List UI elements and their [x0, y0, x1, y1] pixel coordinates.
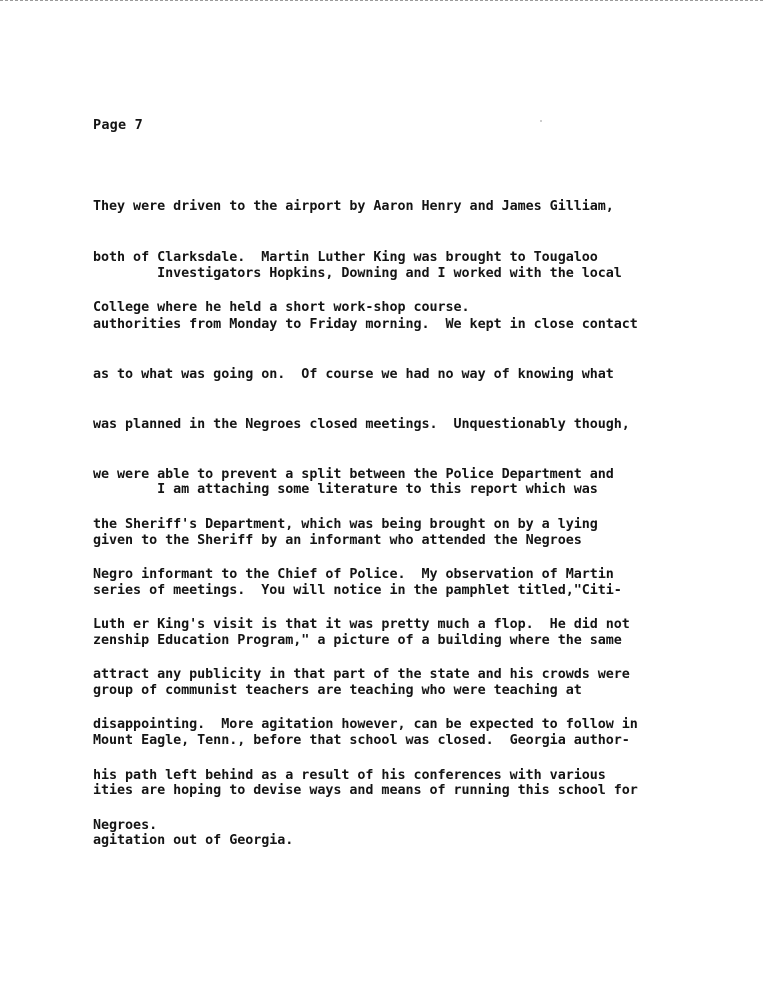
- paragraph-3: [93, 449, 638, 867]
- text-line: I am attaching some literature to this report which was: [93, 482, 598, 498]
- scan-speck: [540, 120, 542, 122]
- text-line: zenship Education Program," a picture of a building where the same: [93, 632, 622, 648]
- text-line: was planned in the Negroes closed meetings. Unquestionably though,: [93, 416, 630, 432]
- text-line: College where he held a short work-shop course.: [93, 299, 470, 315]
- text-line: we were able to prevent a split between the Police Department and: [93, 466, 614, 482]
- text-line: Investigators Hopkins, Downing and I worked with the local: [93, 266, 622, 282]
- text-line: as to what was going on. Of course we had no way of knowing what: [93, 366, 614, 382]
- text-line: group of communist teachers are teaching who were teaching at: [93, 682, 582, 698]
- text-line: the Sheriff's Department, which was being brought on by a lying: [93, 516, 598, 532]
- text-line: Negroes.: [93, 817, 158, 833]
- page-top-border: [0, 0, 763, 2]
- text-line: Luth er King's visit is that it was pretty much a flop. He did not: [93, 617, 630, 633]
- text-line: authorities from Monday to Friday morning. We kept in close contact: [93, 316, 638, 332]
- text-line: attract any publicity in that part of the state and his crowds were: [93, 667, 630, 683]
- text-line: agitation out of Georgia.: [93, 833, 294, 849]
- text-line: his path left behind as a result of his conferences with various: [93, 767, 606, 783]
- text-line: ities are hoping to devise ways and means of running this school for: [93, 783, 638, 799]
- text-line: series of meetings. You will notice in the pamphlet titled,"Citi-: [93, 582, 622, 598]
- text-line: given to the Sheriff by an informant who attended the Negroes: [93, 532, 582, 548]
- text-line: both of Clarksdale. Martin Luther King was brought to Tougaloo: [93, 249, 598, 265]
- text-line: They were driven to the airport by Aaron Henry and James Gilliam,: [93, 199, 614, 215]
- text-line: disappointing. More agitation however, can be expected to follow in: [93, 717, 638, 733]
- page-number-label: Page 7: [93, 117, 143, 133]
- text-line: Negro informant to the Chief of Police. My observation of Martin: [93, 567, 614, 583]
- text-line: Mount Eagle, Tenn., before that school was closed. Georgia author-: [93, 732, 630, 748]
